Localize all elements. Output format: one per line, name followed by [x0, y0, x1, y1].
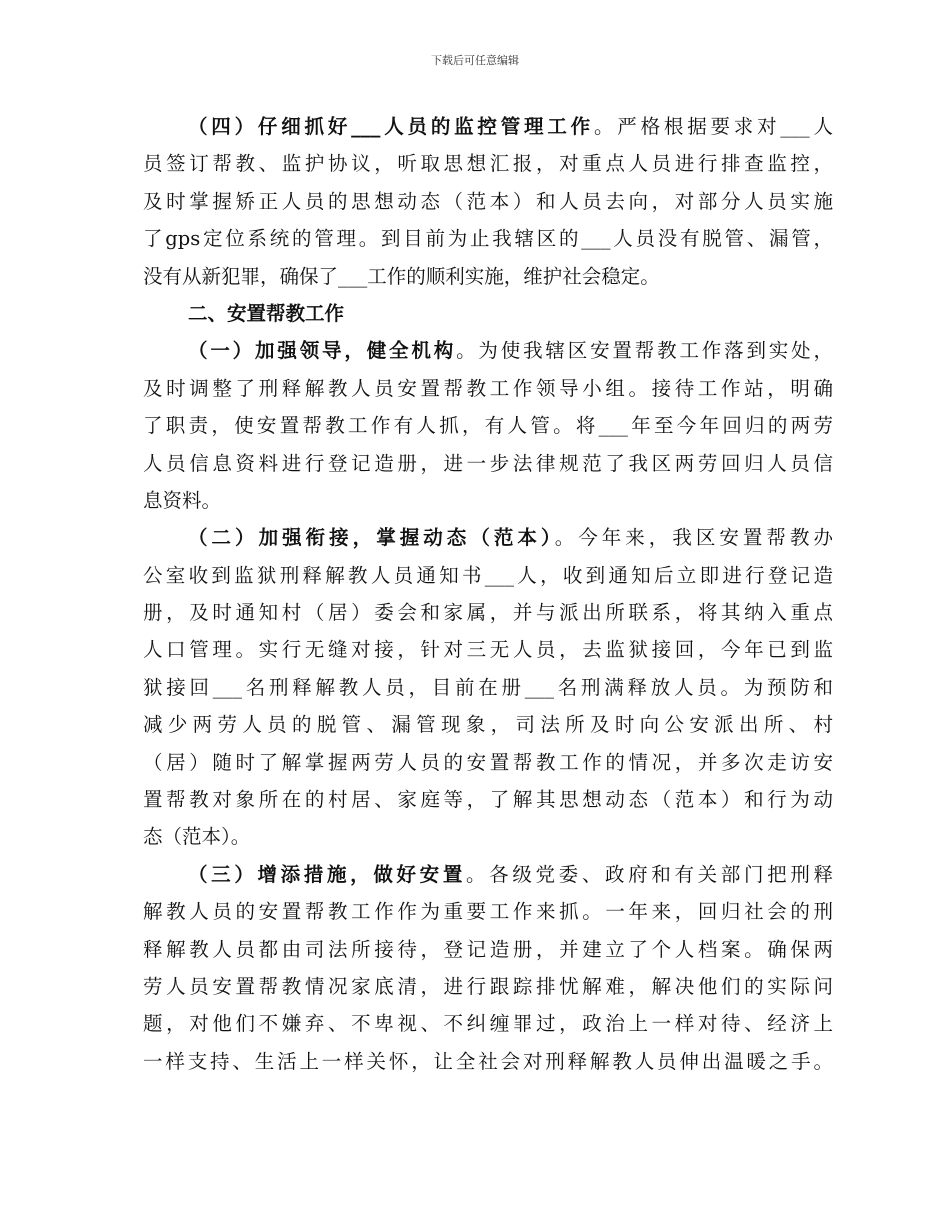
text-line: 息资料。	[143, 488, 222, 512]
text-line: 态（范本）。	[143, 825, 251, 849]
text-line: 置帮教对象所在的村居、家庭等，了解其思想动态（范本）和行为动	[143, 788, 833, 812]
text-line: 解教人员的安置帮教工作作为重要工作来抓。一年来，回归社会的刑	[143, 900, 833, 924]
text-line: 了职责，使安置帮教工作有人抓，有人管。将___年至今年回归的两劳	[143, 414, 833, 438]
text-line: 减少两劳人员的脱管、漏管现象，司法所及时向公安派出所、村	[143, 713, 833, 737]
text-line: 释解教人员都由司法所接待，登记造册，并建立了个人档案。确保两	[143, 937, 833, 961]
paragraph-heading: （二）加强衔接，掌握动态（范本）	[188, 526, 555, 550]
text-line: 劳人员安置帮教情况家底清，进行跟踪排忧解难，解决他们的实际问	[143, 974, 833, 998]
paragraph-measures	[143, 856, 833, 1080]
text-line: 及时调整了刑释解教人员安置帮教工作领导小组。接待工作站，明确	[143, 376, 833, 400]
text-line: 一样支持、生活上一样关怀，让全社会对刑释解教人员伸出温暖之手。	[143, 1049, 833, 1073]
document-body	[143, 108, 833, 1080]
text-line: 公室收到监狱刑释解教人员通知书___人，收到通知后立即进行登记造	[143, 563, 833, 587]
paragraph-heading: （四）仔细抓好___人员的监控管理工作	[188, 115, 594, 138]
text-line: 了gps定位系统的管理。到目前为止我辖区的___人员没有脱管、漏管，	[143, 227, 833, 251]
text-line	[143, 332, 833, 369]
text-line: 及时掌握矫正人员的思想动态（范本）和人员去向，对部分人员实施	[143, 189, 833, 213]
section-heading: 二、安置帮教工作	[188, 301, 345, 325]
text-line: （居）随时了解掌握两劳人员的安置帮教工作的情况，并多次走访安	[143, 750, 833, 774]
paragraph-connection	[143, 519, 833, 856]
text-line: 狱接回___名刑释解教人员，目前在册___名刑满释放人员。为预防和	[143, 675, 833, 699]
text-span: 。为使我辖区安置帮教工作落到实处，	[456, 339, 833, 363]
text-line: 没有从新犯罪，确保了___工作的顺利实施，维护社会稳定。	[143, 264, 660, 288]
text-span: 。今年来，我区安置帮教办	[554, 526, 833, 550]
paragraph-leadership	[143, 332, 833, 519]
text-line	[143, 856, 833, 893]
paragraph-heading: （三）增添措施，做好安置	[188, 862, 466, 886]
text-line: 人口管理。实行无缝对接，针对三无人员，去监狱接回，今年已到监	[143, 638, 833, 662]
paragraph-heading: （一）加强领导，健全机构	[188, 339, 457, 363]
text-line	[143, 519, 833, 556]
text-span: 。严格根据要求对___人	[593, 115, 833, 138]
text-span: 。各级党委、政府和有关部门把刑释	[466, 862, 833, 886]
paragraph-monitoring	[143, 108, 833, 295]
text-line	[143, 108, 833, 145]
text-line: 人员信息资料进行登记造册，进一步法律规范了我区两劳回归人员信	[143, 451, 833, 475]
text-line: 员签订帮教、监护协议，听取思想汇报，对重点人员进行排查监控，	[143, 152, 833, 176]
text-line: 册，及时通知村（居）委会和家属，并与派出所联系，将其纳入重点	[143, 601, 833, 625]
text-line: 题，对他们不嫌弃、不卑视、不纠缠罪过，政治上一样对待、经济上	[143, 1012, 833, 1036]
page-header: 下载后可任意编辑	[431, 54, 519, 67]
